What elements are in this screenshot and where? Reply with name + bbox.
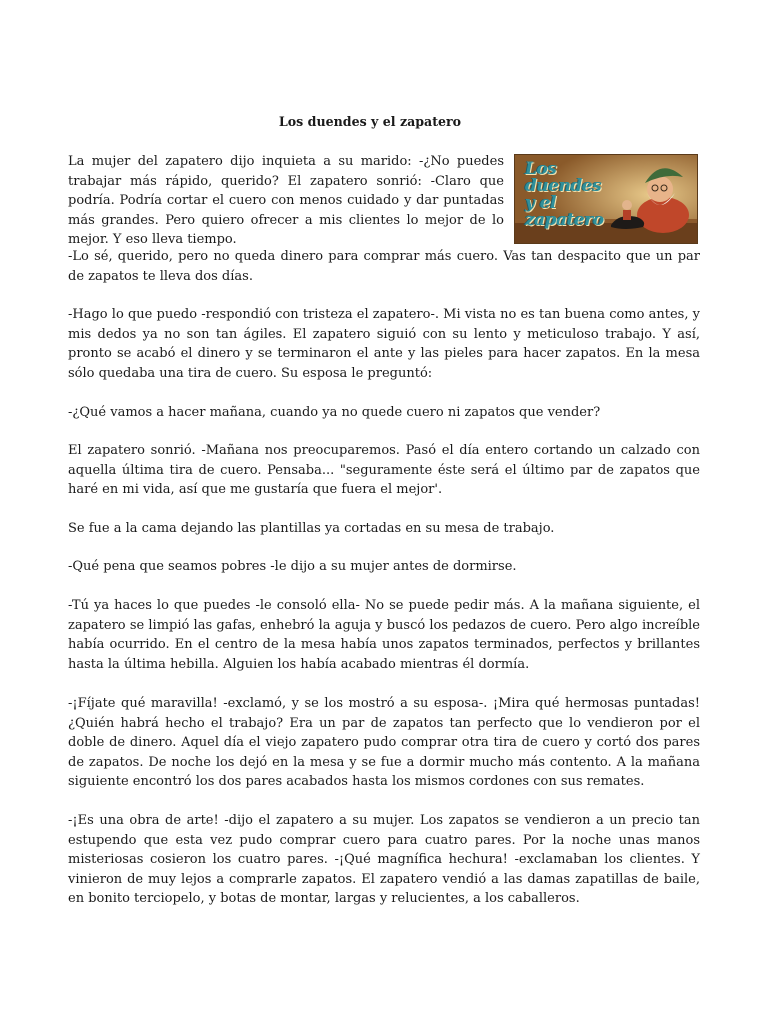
paragraph-8: -Tú ya haces lo que puedes -le consoló ella- No se puede pedir más. A la mañana siguiente, el zapatero se limpió las gafas, enhebró la aguja y buscó los pedazos de cuero. Pero algo increíble había ocurrido. En el centro de la mesa había unos zapatos terminados, perfectos y brillantes hasta la última hebilla. Alguien los había acabado mientras él dormía. bbox=[68, 598, 700, 672]
paragraph-2: -Lo sé, querido, pero no queda dinero para comprar más cuero. Vas tan despacito que un par de zapatos te lleva dos días. bbox=[68, 249, 700, 284]
illustration-title-line2: y el zapatero bbox=[525, 193, 604, 230]
paragraph-7: -Qué pena que seamos pobres -le dijo a su mujer antes de dormirse. bbox=[68, 559, 517, 574]
paragraph-5: El zapatero sonrió. -Mañana nos preocuparemos. Pasó el día entero cortando un calzado con aquella última tira de cuero. Pensaba... "seguramente éste será el último par de zapatos que haré en mi vida, así que me gustaría que fuera el mejor'. bbox=[68, 443, 700, 498]
paragraph-3: -Hago lo que puedo -respondió con tristeza el zapatero-. Mi vista no es tan buena como antes, y mis dedos ya no son tan ágiles. El zapatero siguió con su lento y meticuloso trabajo. Y así, pronto se acabó el dinero y se terminaron el ante y las pieles para hacer zapatos. En la mesa sólo quedaba una tira de cuero. Su esposa le preguntó: bbox=[68, 307, 700, 381]
paragraph-4: -¿Qué vamos a hacer mañana, cuando ya no quede cuero ni zapatos que vender? bbox=[68, 405, 601, 420]
paragraph-9: -¡Fíjate qué maravilla! -exclamó, y se los mostró a su esposa-. ¡Mira qué hermosas puntadas! ¿Quién habrá hecho el trabajo? Era un par de zapatos tan perfecto que lo vendieron por el doble de dinero. Aquel día el viejo zapatero pudo comprar otra tira de cuero y cortó dos pares de zapatos. De noche los dejó en la mesa y se fue a dormir mucho más contento. A la mañana siguiente encontró los dos pares acabados hasta los mismos cordones con sus remates. bbox=[68, 696, 700, 790]
illustration-title bbox=[525, 161, 625, 229]
illustration-title-line1: Los duendes bbox=[525, 159, 602, 196]
document-title: Los duendes y el zapatero bbox=[278, 114, 462, 129]
paragraph-10: -¡Es una obra de arte! -dijo el zapatero a su mujer. Los zapatos se vendieron a un precio tan estupendo que esta vez pudo comprar cuero para cuatro pares. Por la noche unas manos misteriosas cosieron los cuatro pares. -¡Qué magnífica hechura! -exclamaban los clientes. Y vinieron de muy lejos a comprarle zapatos. El zapatero vendió a las damas zapatillas de baile, en bonito terciopelo, y botas de montar, largas y relucientes, a los caballeros. bbox=[68, 813, 700, 907]
story-illustration bbox=[514, 154, 698, 244]
paragraph-1: La mujer del zapatero dijo inquieta a su marido: -¿No puedes trabajar más rápido, querido? El zapatero sonrió: -Claro que podría. Podría cortar el cuero con menos cuidado y dar puntadas más grandes. Pero quiero ofrecer a mis clientes lo mejor de lo mejor. Y eso lleva tiempo. bbox=[68, 154, 504, 248]
paragraph-6: Se fue a la cama dejando las plantillas ya cortadas en su mesa de trabajo. bbox=[68, 521, 555, 536]
